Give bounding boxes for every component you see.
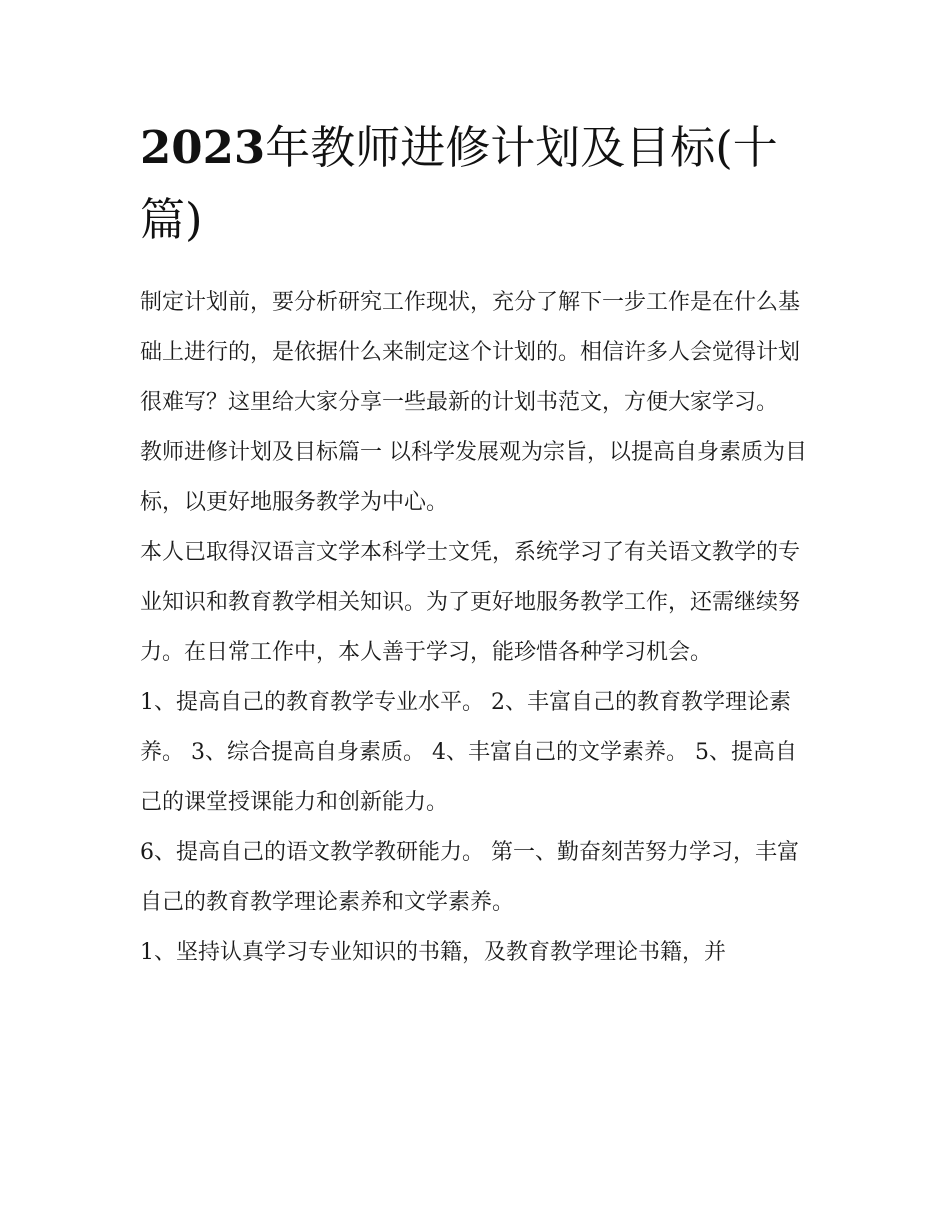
paragraph-measure-one: 1、坚持认真学习专业知识的书籍，及教育教学理论书籍，并: [140, 940, 726, 965]
paragraph-goals-list: 1、提高自己的教育教学专业水平。 2、丰富自己的教育教学理论素养。 3、综合提高自身素质。 4、丰富自己的文学素养。 5、提高自己的课堂授课能力和创新能力。: [140, 690, 797, 815]
paragraph-background: 本人已取得汉语言文学本科学士文凭，系统学习了有关语文教学的专业知识和教育教学相关知识。为了更好地服务教学工作，还需继续努力。在日常工作中，本人善于学习，能珍惜各种学习机会。: [140, 540, 801, 665]
paragraph-goal-six: 6、提高自己的语文教学教研能力。 第一、勤奋刻苦努力学习，丰富自己的教育教学理论素养和文学素养。: [140, 840, 799, 915]
paragraph-intro: 制定计划前，要分析研究工作现状，充分了解下一步工作是在什么基础上进行的，是依据什么来制定这个计划的。相信许多人会觉得计划很难写？这里给大家分享一些最新的计划书范文，方便大家学习。: [140, 290, 801, 415]
document-body: [140, 112, 820, 978]
paragraph-section-one: 教师进修计划及目标篇一 以科学发展观为宗旨，以提高自身素质为目标，以更好地服务教学为中心。: [140, 440, 807, 515]
document-title: [140, 112, 780, 256]
title-text: 年教师进修计划及目标(十篇): [140, 121, 778, 246]
title-year: 2023: [140, 121, 266, 174]
